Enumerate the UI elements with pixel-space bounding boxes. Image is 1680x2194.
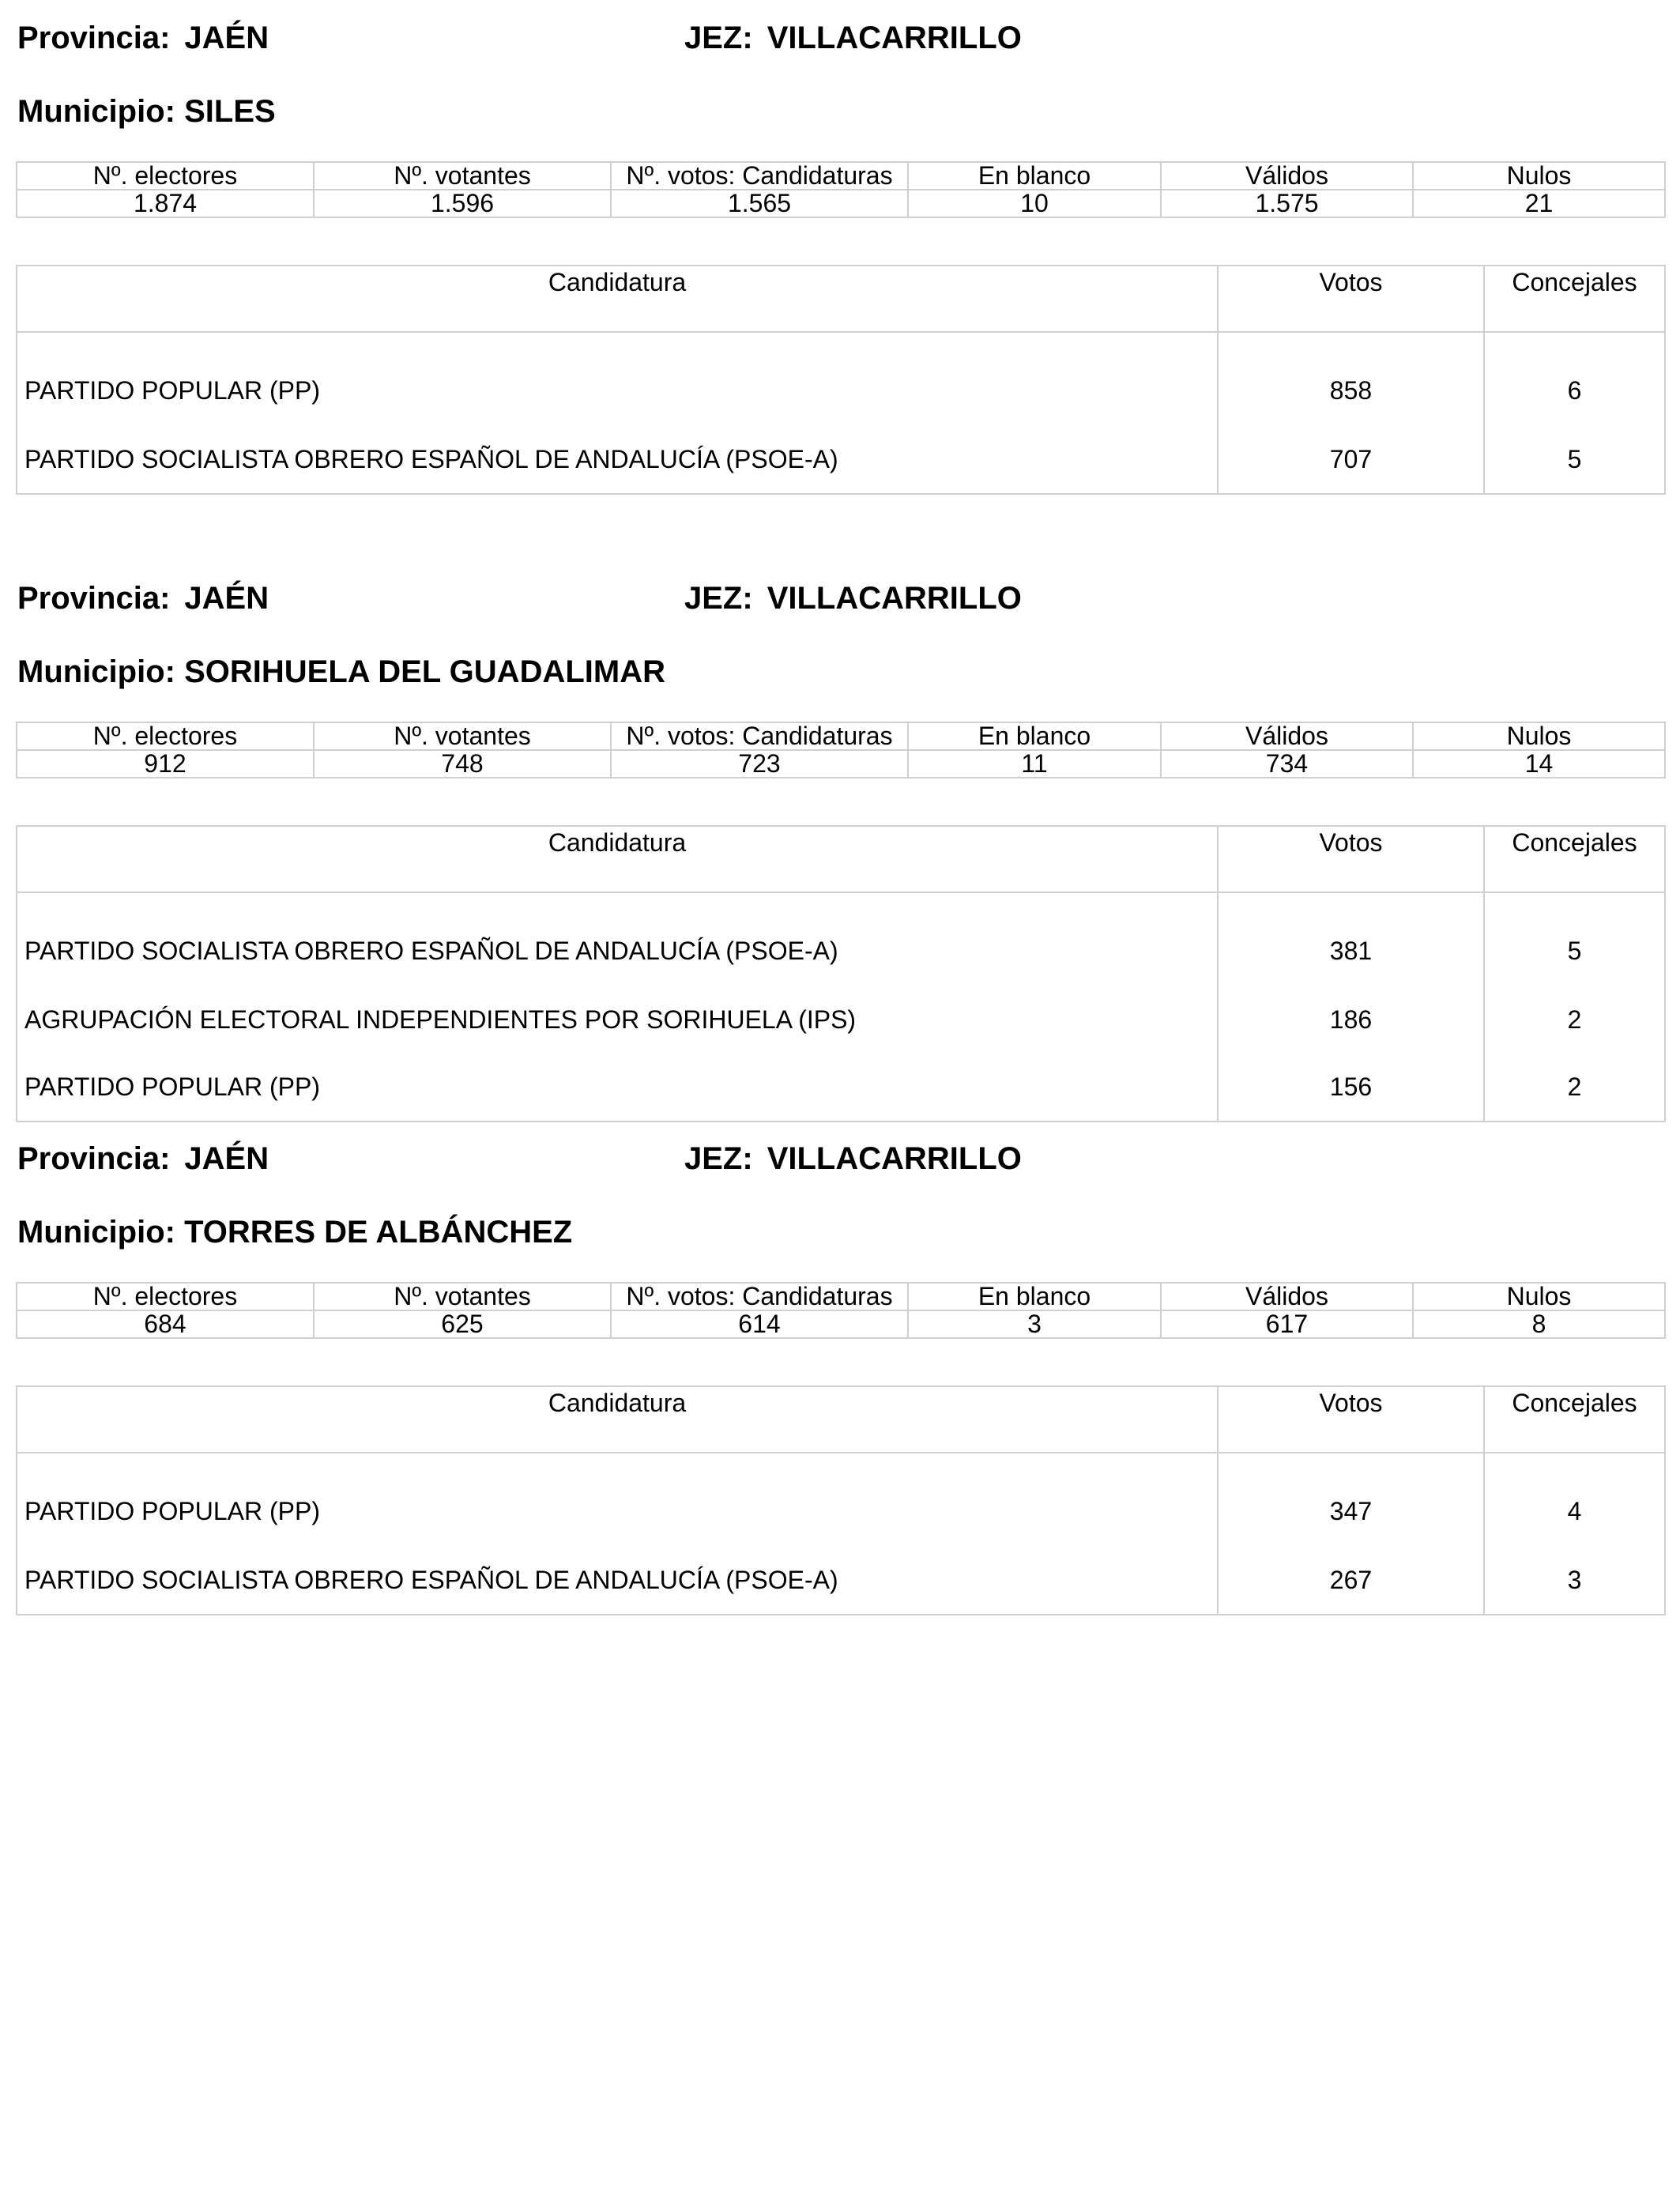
stats-header-votos-candidaturas: Nº. votos: Candidaturas: [611, 722, 908, 750]
candidatura-votos: 156: [1218, 1054, 1484, 1122]
stats-table: [16, 161, 1666, 218]
candidatura-votos: 707: [1218, 426, 1484, 494]
stats-header-row: [17, 722, 1665, 750]
stats-value-validos: 617: [1161, 1310, 1413, 1338]
municipio-value: SORIHUELA DEL GUADALIMAR: [184, 654, 665, 689]
stats-table: [16, 722, 1666, 778]
stats-header-electores: Nº. electores: [17, 1283, 314, 1310]
table-row: [17, 1453, 1665, 1547]
candidatura-name: PARTIDO POPULAR (PP): [17, 332, 1218, 426]
jez-label: JEZ:: [684, 1141, 753, 1176]
candidatura-votos: 267: [1218, 1547, 1484, 1615]
stats-value-row: [17, 190, 1665, 217]
candidatura-concejales: 5: [1484, 892, 1665, 986]
municipio-value: TORRES DE ALBÁNCHEZ: [184, 1215, 573, 1250]
results-header-votos: Votos: [1218, 1386, 1484, 1453]
table-row: [17, 892, 1665, 986]
stats-value-votos-candidaturas: 723: [611, 750, 908, 778]
jez-label: JEZ:: [684, 21, 753, 55]
candidatura-concejales: 3: [1484, 1547, 1665, 1615]
stats-header-en-blanco: En blanco: [908, 1283, 1161, 1310]
stats-header-nulos: Nulos: [1413, 162, 1665, 190]
stats-header-row: [17, 162, 1665, 190]
stats-header-votos-candidaturas: Nº. votos: Candidaturas: [611, 162, 908, 190]
jez-value: VILLACARRILLO: [767, 581, 1022, 616]
municipio-label: Municipio:: [17, 1215, 175, 1250]
stats-header-votantes: Nº. votantes: [314, 162, 611, 190]
candidatura-votos: 347: [1218, 1453, 1484, 1547]
stats-header-en-blanco: En blanco: [908, 162, 1161, 190]
candidatura-concejales: 4: [1484, 1453, 1665, 1547]
municipio-value: SILES: [184, 94, 276, 129]
stats-value-votantes: 625: [314, 1310, 611, 1338]
results-header-concejales: Concejales: [1484, 1386, 1665, 1453]
provincia-value: JAÉN: [184, 21, 269, 55]
results-header-concejales: Concejales: [1484, 266, 1665, 332]
table-row: [17, 426, 1665, 494]
stats-value-nulos: 14: [1413, 750, 1665, 778]
stats-header-row: [17, 1283, 1665, 1310]
municipio-heading: [17, 1213, 572, 1251]
candidatura-name: PARTIDO SOCIALISTA OBRERO ESPAÑOL DE ANDALUCÍA (PSOE-A): [17, 892, 1218, 986]
provincia-label: Provincia:: [17, 1141, 171, 1176]
candidatura-name: PARTIDO SOCIALISTA OBRERO ESPAÑOL DE ANDALUCÍA (PSOE-A): [17, 1547, 1218, 1615]
stats-header-validos: Válidos: [1161, 162, 1413, 190]
stats-header-electores: Nº. electores: [17, 162, 314, 190]
stats-value-votantes: 1.596: [314, 190, 611, 217]
stats-value-row: [17, 750, 1665, 778]
stats-value-electores: 912: [17, 750, 314, 778]
stats-header-votantes: Nº. votantes: [314, 1283, 611, 1310]
municipio-label: Municipio:: [17, 94, 175, 129]
candidatura-votos: 381: [1218, 892, 1484, 986]
candidatura-name: PARTIDO POPULAR (PP): [17, 1054, 1218, 1122]
results-header-candidatura: Candidatura: [17, 826, 1218, 892]
stats-value-en-blanco: 11: [908, 750, 1161, 778]
candidatura-name: PARTIDO SOCIALISTA OBRERO ESPAÑOL DE ANDALUCÍA (PSOE-A): [17, 426, 1218, 494]
provincia-heading: [17, 19, 269, 57]
stats-value-votos-candidaturas: 614: [611, 1310, 908, 1338]
provincia-label: Provincia:: [17, 21, 171, 55]
provincia-label: Provincia:: [17, 581, 171, 616]
results-header-votos: Votos: [1218, 266, 1484, 332]
stats-value-validos: 1.575: [1161, 190, 1413, 217]
provincia-value: JAÉN: [184, 581, 269, 616]
stats-header-votos-candidaturas: Nº. votos: Candidaturas: [611, 1283, 908, 1310]
stats-value-electores: 1.874: [17, 190, 314, 217]
stats-header-validos: Válidos: [1161, 722, 1413, 750]
provincia-value: JAÉN: [184, 1141, 269, 1176]
jez-heading: [684, 1140, 1022, 1178]
municipio-section-siles: [16, 16, 1664, 473]
stats-header-nulos: Nulos: [1413, 1283, 1665, 1310]
results-header-candidatura: Candidatura: [17, 1386, 1218, 1453]
stats-header-votantes: Nº. votantes: [314, 722, 611, 750]
municipio-heading: [17, 653, 665, 691]
table-row: [17, 1054, 1665, 1122]
results-table: [16, 825, 1666, 1122]
results-header-row: [17, 1386, 1665, 1453]
provincia-heading: [17, 1140, 269, 1178]
results-header-votos: Votos: [1218, 826, 1484, 892]
jez-value: VILLACARRILLO: [767, 21, 1022, 55]
candidatura-name: AGRUPACIÓN ELECTORAL INDEPENDIENTES POR SORIHUELA (IPS): [17, 986, 1218, 1054]
municipio-label: Municipio:: [17, 654, 175, 689]
jez-value: VILLACARRILLO: [767, 1141, 1022, 1176]
municipio-section-sorihuela: [16, 576, 1664, 1114]
candidatura-concejales: 2: [1484, 986, 1665, 1054]
table-row: [17, 1547, 1665, 1615]
stats-value-en-blanco: 3: [908, 1310, 1161, 1338]
municipio-section-torres: [16, 1137, 1664, 1595]
jez-heading: [684, 19, 1022, 57]
stats-header-validos: Válidos: [1161, 1283, 1413, 1310]
stats-header-en-blanco: En blanco: [908, 722, 1161, 750]
stats-value-row: [17, 1310, 1665, 1338]
results-header-row: [17, 826, 1665, 892]
stats-value-votos-candidaturas: 1.565: [611, 190, 908, 217]
stats-value-en-blanco: 10: [908, 190, 1161, 217]
candidatura-concejales: 2: [1484, 1054, 1665, 1122]
candidatura-concejales: 5: [1484, 426, 1665, 494]
stats-value-electores: 684: [17, 1310, 314, 1338]
provincia-heading: [17, 579, 269, 617]
municipio-heading: [17, 92, 276, 130]
stats-value-votantes: 748: [314, 750, 611, 778]
results-header-row: [17, 266, 1665, 332]
results-table: [16, 1385, 1666, 1615]
stats-value-nulos: 21: [1413, 190, 1665, 217]
stats-header-nulos: Nulos: [1413, 722, 1665, 750]
candidatura-concejales: 6: [1484, 332, 1665, 426]
stats-table: [16, 1282, 1666, 1339]
candidatura-votos: 186: [1218, 986, 1484, 1054]
table-row: [17, 986, 1665, 1054]
jez-label: JEZ:: [684, 581, 753, 616]
candidatura-votos: 858: [1218, 332, 1484, 426]
results-table: [16, 265, 1666, 495]
jez-heading: [684, 579, 1022, 617]
results-header-concejales: Concejales: [1484, 826, 1665, 892]
stats-value-nulos: 8: [1413, 1310, 1665, 1338]
table-row: [17, 332, 1665, 426]
results-header-candidatura: Candidatura: [17, 266, 1218, 332]
stats-header-electores: Nº. electores: [17, 722, 314, 750]
candidatura-name: PARTIDO POPULAR (PP): [17, 1453, 1218, 1547]
stats-value-validos: 734: [1161, 750, 1413, 778]
